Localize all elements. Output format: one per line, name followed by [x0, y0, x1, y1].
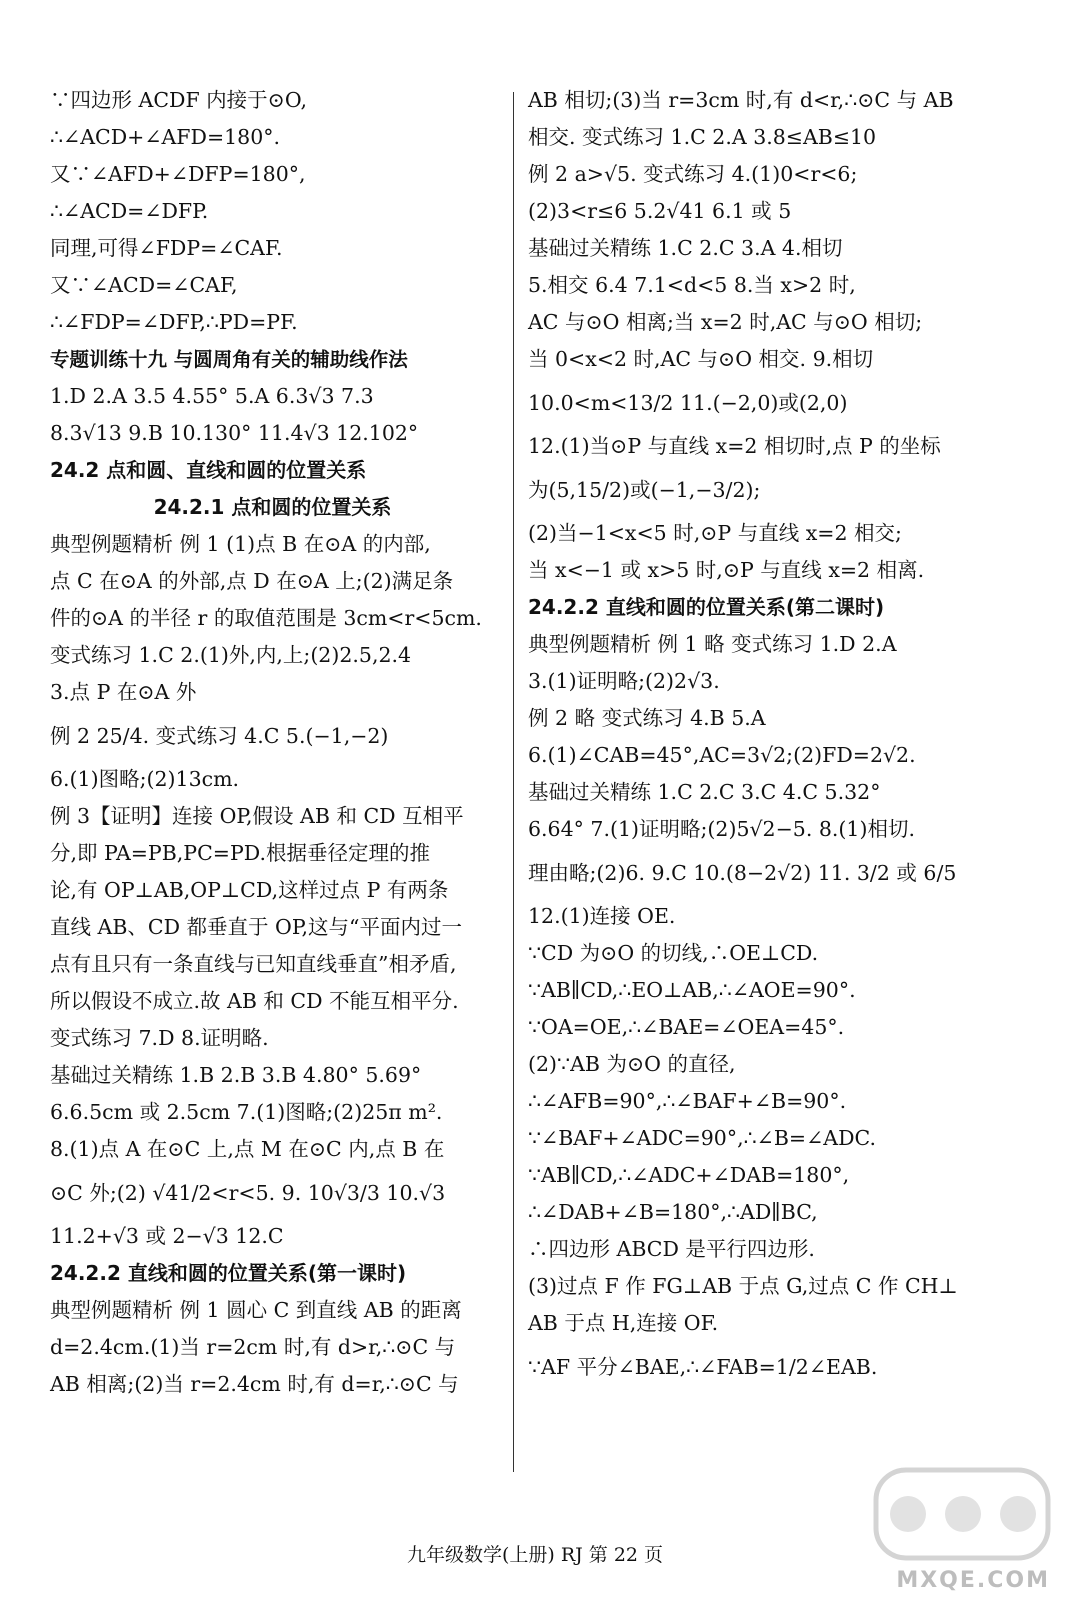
watermark-text: MXQE.COM — [896, 1568, 1050, 1593]
right-text-line: (2)3<r≤6 5.2√41 6.1 或 5 — [528, 199, 792, 223]
left-text-line: d=2.4cm.(1)当 r=2cm 时,有 d>r,∴⊙C 与 — [50, 1335, 456, 1359]
left-text-line: 所以假设不成立.故 AB 和 CD 不能互相平分. — [50, 989, 459, 1013]
right-text-line: 24.2.2 直线和圆的位置关系(第二课时) — [528, 595, 885, 619]
left-text-line: 24.2.1 点和圆的位置关系 — [153, 495, 392, 519]
right-text-line: 当 0<x<2 时,AC 与⊙O 相交. 9.相切 — [528, 347, 874, 371]
left-text-line: 典型例题精析 例 1 圆心 C 到直线 AB 的距离 — [50, 1298, 462, 1322]
left-text-line: ∵四边形 ACDF 内接于⊙O, — [50, 88, 307, 112]
right-text-line: 典型例题精析 例 1 略 变式练习 1.D 2.A — [528, 632, 897, 656]
left-text-line: 点 C 在⊙A 的外部,点 D 在⊙A 上;(2)满足条 — [50, 569, 454, 593]
left-text-line: 变式练习 7.D 8.证明略. — [50, 1026, 269, 1050]
left-text-line: 24.2.2 直线和圆的位置关系(第一课时) — [50, 1261, 407, 1285]
right-column — [528, 82, 988, 1392]
left-text-line: 专题训练十九 与圆周角有关的辅助线作法 — [50, 348, 408, 371]
left-text-line: ∴∠ACD=∠DFP. — [50, 199, 209, 223]
left-text-line: 6.6.5cm 或 2.5cm 7.(1)图略;(2)25π m². — [50, 1100, 443, 1124]
right-text-line: 12.(1)连接 OE. — [528, 904, 676, 928]
left-text-line: 同理,可得∠FDP=∠CAF. — [50, 236, 283, 260]
left-text-line: ∴∠FDP=∠DFP,∴PD=PF. — [50, 310, 298, 334]
right-text-line: ∵AB∥CD,∴EO⊥AB,∴∠AOE=90°. — [528, 978, 856, 1002]
right-text-line: 相交. 变式练习 1.C 2.A 3.8≤AB≤10 — [528, 125, 877, 149]
left-text-line: 件的⊙A 的半径 r 的取值范围是 3cm<r<5cm. — [50, 606, 482, 630]
left-text-line: ∴∠ACD+∠AFD=180°. — [50, 125, 281, 149]
left-text-line: 3.点 P 在⊙A 外 — [50, 680, 197, 704]
right-text-line: 当 x<−1 或 x>5 时,⊙P 与直线 x=2 相离. — [528, 558, 925, 582]
right-text-line: (2)∵AB 为⊙O 的直径, — [528, 1052, 736, 1076]
right-text-line: 例 2 略 变式练习 4.B 5.A — [528, 706, 766, 730]
right-text-line: ∵OA=OE,∴∠BAE=∠OEA=45°. — [528, 1015, 845, 1039]
left-text-line: 典型例题精析 例 1 (1)点 B 在⊙A 的内部, — [50, 532, 431, 556]
right-text-line: 12.(1)当⊙P 与直线 x=2 相切时,点 P 的坐标 — [528, 434, 941, 458]
right-text-line: AB 于点 H,连接 OF. — [528, 1311, 719, 1335]
left-text-line: 11.2+√3 或 2−√3 12.C — [50, 1224, 284, 1248]
right-text-line: ∵AF 平分∠BAE,∴∠FAB=1/2∠EAB. — [528, 1355, 878, 1379]
right-text-line: 10.0<m<13/2 11.(−2,0)或(2,0) — [528, 391, 848, 415]
left-text-line: 基础过关精练 1.B 2.B 3.B 4.80° 5.69° — [50, 1063, 422, 1087]
left-text-line: 直线 AB、CD 都垂直于 OP,这与“平面内过一 — [50, 915, 462, 939]
right-text-line: 3.(1)证明略;(2)2√3. — [528, 669, 720, 693]
right-text-line: ∴四边形 ABCD 是平行四边形. — [528, 1237, 815, 1261]
left-column — [50, 82, 505, 1403]
left-text-line: 例 3【证明】连接 OP,假设 AB 和 CD 互相平 — [50, 804, 464, 828]
page-footer: 九年级数学(上册) RJ 第 22 页 — [406, 1544, 664, 1566]
left-text-line: 24.2 点和圆、直线和圆的位置关系 — [50, 458, 367, 482]
right-text-line: (2)当−1<x<5 时,⊙P 与直线 x=2 相交; — [528, 521, 902, 545]
right-text-line: 基础过关精练 1.C 2.C 3.C 4.C 5.32° — [528, 780, 881, 804]
right-text-line: AC 与⊙O 相离;当 x=2 时,AC 与⊙O 相切; — [528, 310, 923, 334]
right-text-line: 5.相交 6.4 7.1<d<5 8.当 x>2 时, — [528, 273, 856, 297]
left-text-line: ⊙C 外;(2) √41/2<r<5. 9. 10√3/3 10.√3 — [50, 1181, 446, 1205]
right-text-line: 理由略;(2)6. 9.C 10.(8−2√2) 11. 3/2 或 6/5 — [528, 861, 957, 885]
left-text-line: 论,有 OP⊥AB,OP⊥CD,这样过点 P 有两条 — [50, 878, 449, 902]
left-text-line: 又∵∠ACD=∠CAF, — [50, 273, 238, 297]
right-text-line: 6.64° 7.(1)证明略;(2)5√2−5. 8.(1)相切. — [528, 817, 915, 841]
left-text-line: 变式练习 1.C 2.(1)外,内,上;(2)2.5,2.4 — [50, 643, 412, 667]
column-divider — [513, 92, 514, 1472]
left-text-line: 点有且只有一条直线与已知直线垂直”相矛盾, — [50, 952, 457, 976]
left-text-line: 8.3√13 9.B 10.130° 11.4√3 12.102° — [50, 421, 419, 445]
right-text-line: ∵AB∥CD,∴∠ADC+∠DAB=180°, — [528, 1163, 850, 1187]
left-text-line: 8.(1)点 A 在⊙C 上,点 M 在⊙C 内,点 B 在 — [50, 1137, 445, 1161]
right-text-line: AB 相切;(3)当 r=3cm 时,有 d<r,∴⊙C 与 AB — [528, 88, 954, 112]
right-text-line: 例 2 a>√5. 变式练习 4.(1)0<r<6; — [528, 162, 858, 186]
right-text-line: 基础过关精练 1.C 2.C 3.A 4.相切 — [528, 236, 843, 260]
left-text-line: AB 相离;(2)当 r=2.4cm 时,有 d=r,∴⊙C 与 — [50, 1372, 459, 1396]
left-text-line: 又∵∠AFD+∠DFP=180°, — [50, 162, 306, 186]
right-text-line: ∵CD 为⊙O 的切线,∴OE⊥CD. — [528, 941, 819, 965]
left-text-line: 分,即 PA=PB,PC=PD.根据垂径定理的推 — [50, 841, 430, 865]
right-text-line: ∵∠BAF+∠ADC=90°,∴∠B=∠ADC. — [528, 1126, 876, 1150]
right-text-line: ∴∠AFB=90°,∴∠BAF+∠B=90°. — [528, 1089, 847, 1113]
right-text-line: 6.(1)∠CAB=45°,AC=3√2;(2)FD=2√2. — [528, 743, 916, 767]
right-text-line: ∴∠DAB+∠B=180°,∴AD∥BC, — [528, 1200, 818, 1224]
left-text-line: 6.(1)图略;(2)13cm. — [50, 767, 240, 791]
right-text-line: (3)过点 F 作 FG⊥AB 于点 G,过点 C 作 CH⊥ — [528, 1274, 958, 1298]
left-text-line: 1.D 2.A 3.5 4.55° 5.A 6.3√3 7.3 — [50, 384, 374, 408]
left-text-line: 例 2 25/4. 变式练习 4.C 5.(−1,−2) — [50, 724, 389, 748]
right-text-line: 为(5,15/2)或(−1,−3/2); — [528, 478, 761, 502]
